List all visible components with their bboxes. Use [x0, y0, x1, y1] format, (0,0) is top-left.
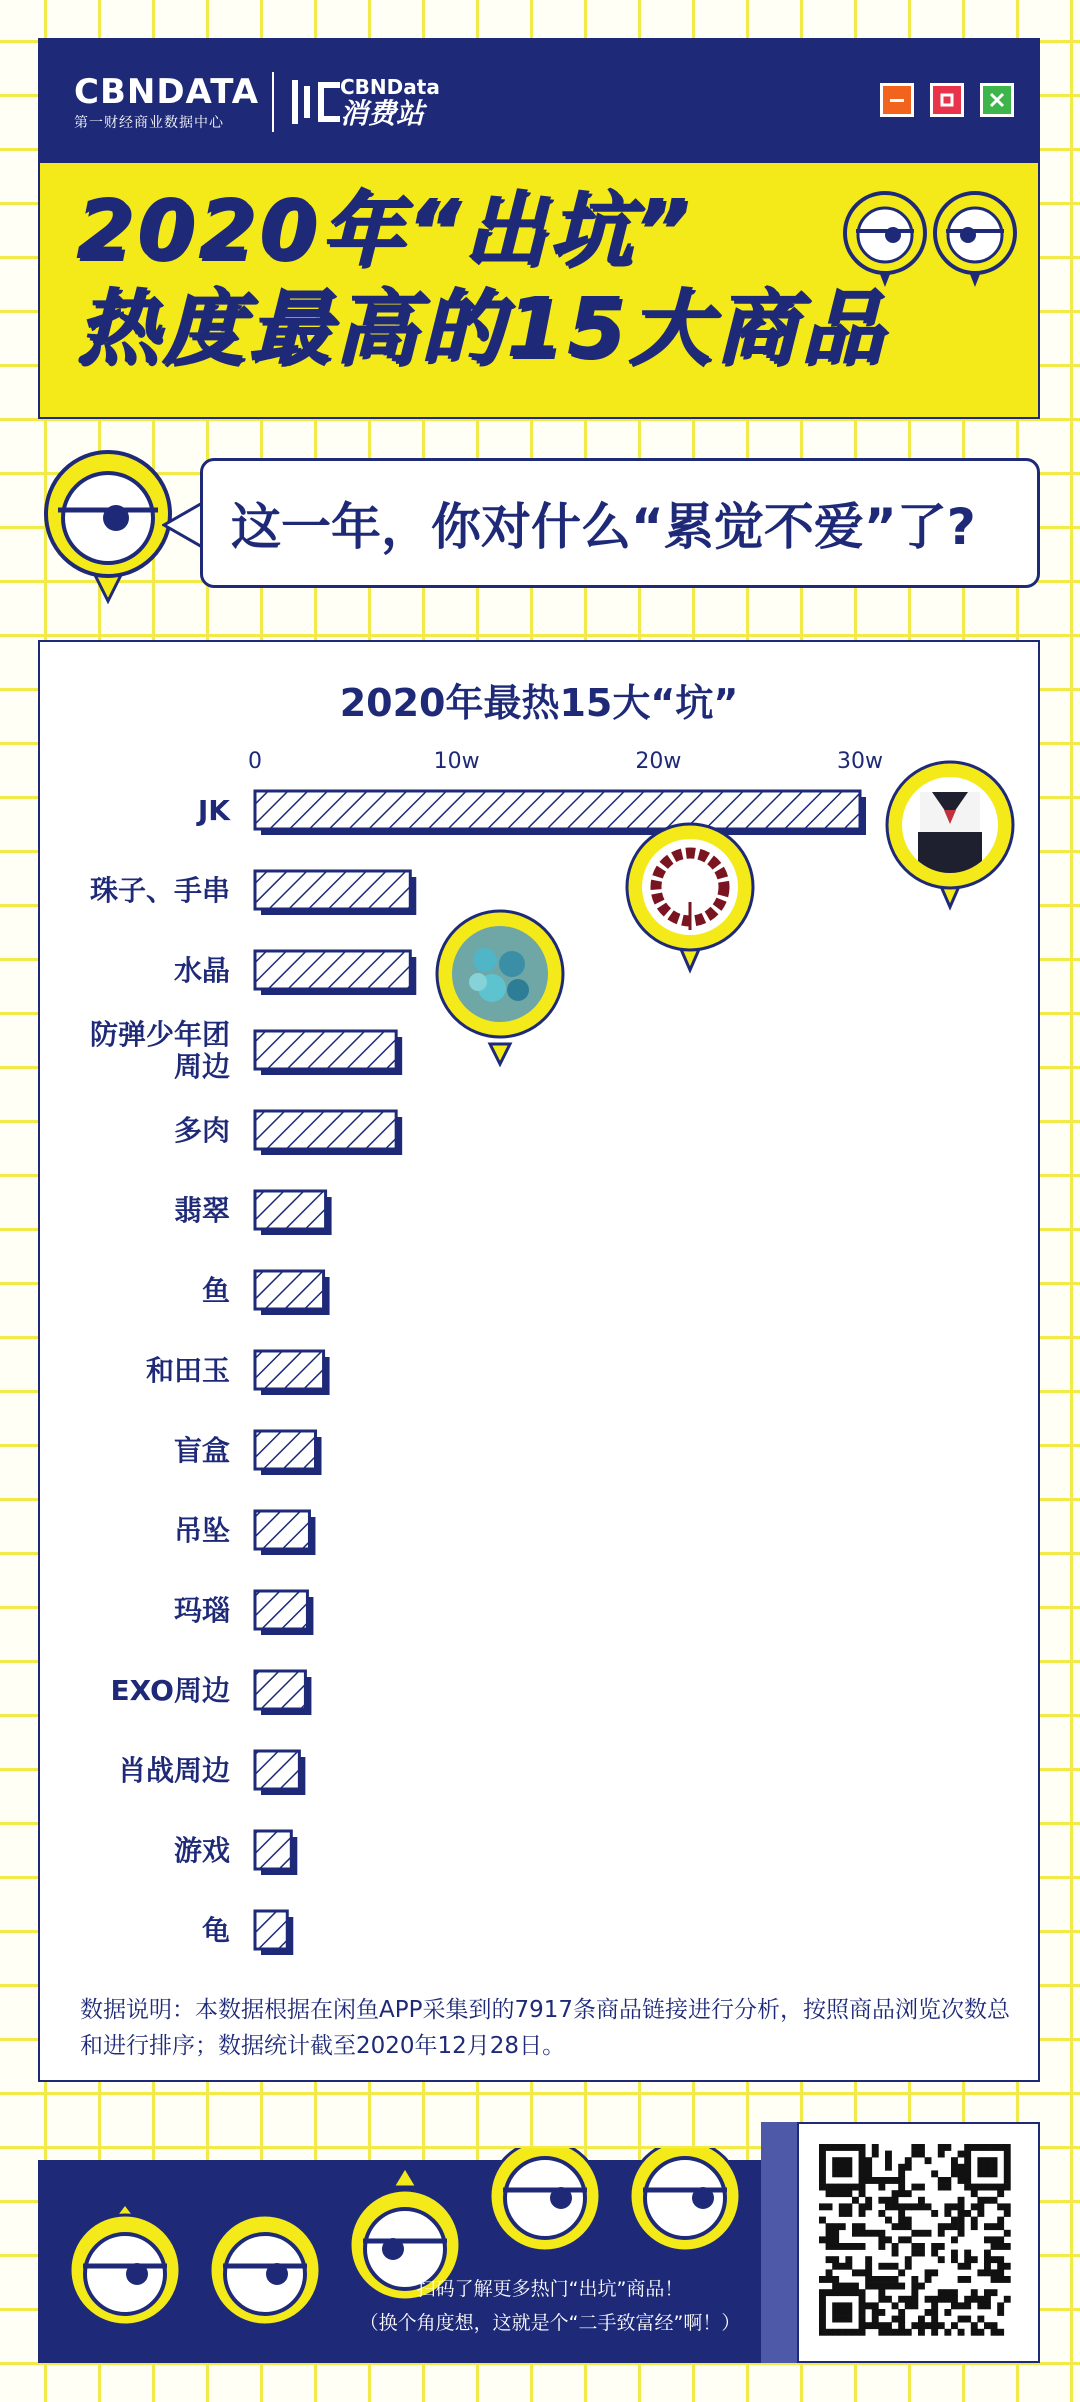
qr-code[interactable] — [797, 2122, 1040, 2363]
x-tick-label: 0 — [248, 749, 262, 774]
bubble-tail-icon — [162, 500, 204, 550]
minimize-button[interactable] — [880, 83, 914, 117]
title-line-1: 2020年“出坑” — [76, 183, 692, 278]
data-note: 数据说明：本数据根据在闲鱼APP采集到的7917条商品链接进行分析，按照商品浏览次数总和进行排序；数据统计截至2020年12月28日。 — [80, 1997, 1011, 2059]
title-line-2: 热度最高的15大商品 — [76, 281, 887, 376]
eye-mascot-icon — [485, 2148, 605, 2258]
category-label: 和田玉 — [145, 1354, 230, 1387]
brand-divider — [272, 72, 274, 132]
bar — [255, 1431, 316, 1469]
consumer-station-logo-icon — [288, 72, 348, 132]
chart-card — [38, 640, 1040, 2082]
brand1-name: CBNDATA — [74, 72, 260, 112]
bar — [255, 1591, 307, 1629]
bar — [255, 871, 410, 909]
x-tick-label: 20w — [635, 749, 682, 774]
footer-line-2: （换个角度想，这就是个“二手致富经”啊！） — [359, 2312, 741, 2334]
beads-photo-bubble — [627, 824, 753, 970]
footer-line-1: 扫码了解更多热门“出坑”商品！ — [416, 2278, 684, 2300]
category-label: 龟 — [201, 1914, 230, 1947]
bar — [255, 1831, 291, 1869]
maximize-button[interactable] — [930, 83, 964, 117]
bar — [255, 1031, 396, 1069]
header-bar — [38, 38, 1040, 161]
bar — [255, 1511, 309, 1549]
cbndata-logo — [74, 74, 259, 132]
bar — [255, 951, 410, 989]
close-icon — [983, 86, 1011, 114]
bar — [255, 791, 860, 829]
brand1-tagline: 第一财经商业数据中心 — [74, 115, 224, 131]
chart-title: 2020年最热15大“坑” — [339, 681, 739, 725]
minimize-icon — [883, 86, 911, 114]
consumer-station-logo — [340, 76, 440, 130]
qr-code-icon — [799, 2124, 1038, 2361]
bar — [255, 1191, 326, 1229]
brand2-sub: 消费站 — [340, 97, 425, 130]
bar — [255, 1671, 305, 1709]
bar — [255, 1111, 396, 1149]
category-label: EXO周边 — [110, 1674, 230, 1707]
x-tick-label: 10w — [433, 749, 480, 774]
category-label: 多肉 — [173, 1114, 230, 1147]
category-label: 玛瑙 — [173, 1594, 230, 1627]
category-label: 防弹少年团周边 — [89, 1018, 230, 1083]
category-label: 盲盒 — [173, 1434, 230, 1467]
bar — [255, 1271, 324, 1309]
eye-mascot-icon — [625, 2148, 745, 2258]
bar — [255, 1351, 324, 1389]
jk-uniform-photo-bubble — [887, 762, 1013, 907]
category-label: 鱼 — [201, 1274, 230, 1307]
category-label: 吊坠 — [173, 1514, 230, 1547]
brand2-name: CBNData — [340, 75, 440, 99]
x-tick-label: 30w — [837, 749, 883, 774]
category-label: 游戏 — [173, 1834, 230, 1867]
eye-mascot-icon — [38, 446, 178, 606]
title-panel — [38, 161, 1040, 419]
category-label: 水晶 — [173, 954, 230, 987]
eye-mascot-icon — [65, 2200, 185, 2340]
eye-mascot-icon — [840, 191, 930, 291]
bar — [255, 1751, 299, 1789]
bar — [255, 1911, 287, 1949]
category-label: 肖战周边 — [117, 1754, 230, 1787]
footer-side-shade — [761, 2122, 797, 2363]
category-label: 翡翠 — [173, 1194, 230, 1227]
eye-mascot-icon — [205, 2200, 325, 2340]
footer-text — [350, 2272, 750, 2340]
bar-chart — [40, 642, 1040, 1982]
question-bubble: 这一年，你对什么“累觉不爱”了? — [200, 458, 1040, 588]
close-button[interactable] — [980, 83, 1014, 117]
eye-mascot-icon — [930, 191, 1020, 291]
maximize-icon — [933, 86, 961, 114]
category-label: JK — [197, 794, 230, 827]
crystal-photo-bubble — [437, 911, 563, 1064]
category-label: 珠子、手串 — [89, 874, 230, 907]
